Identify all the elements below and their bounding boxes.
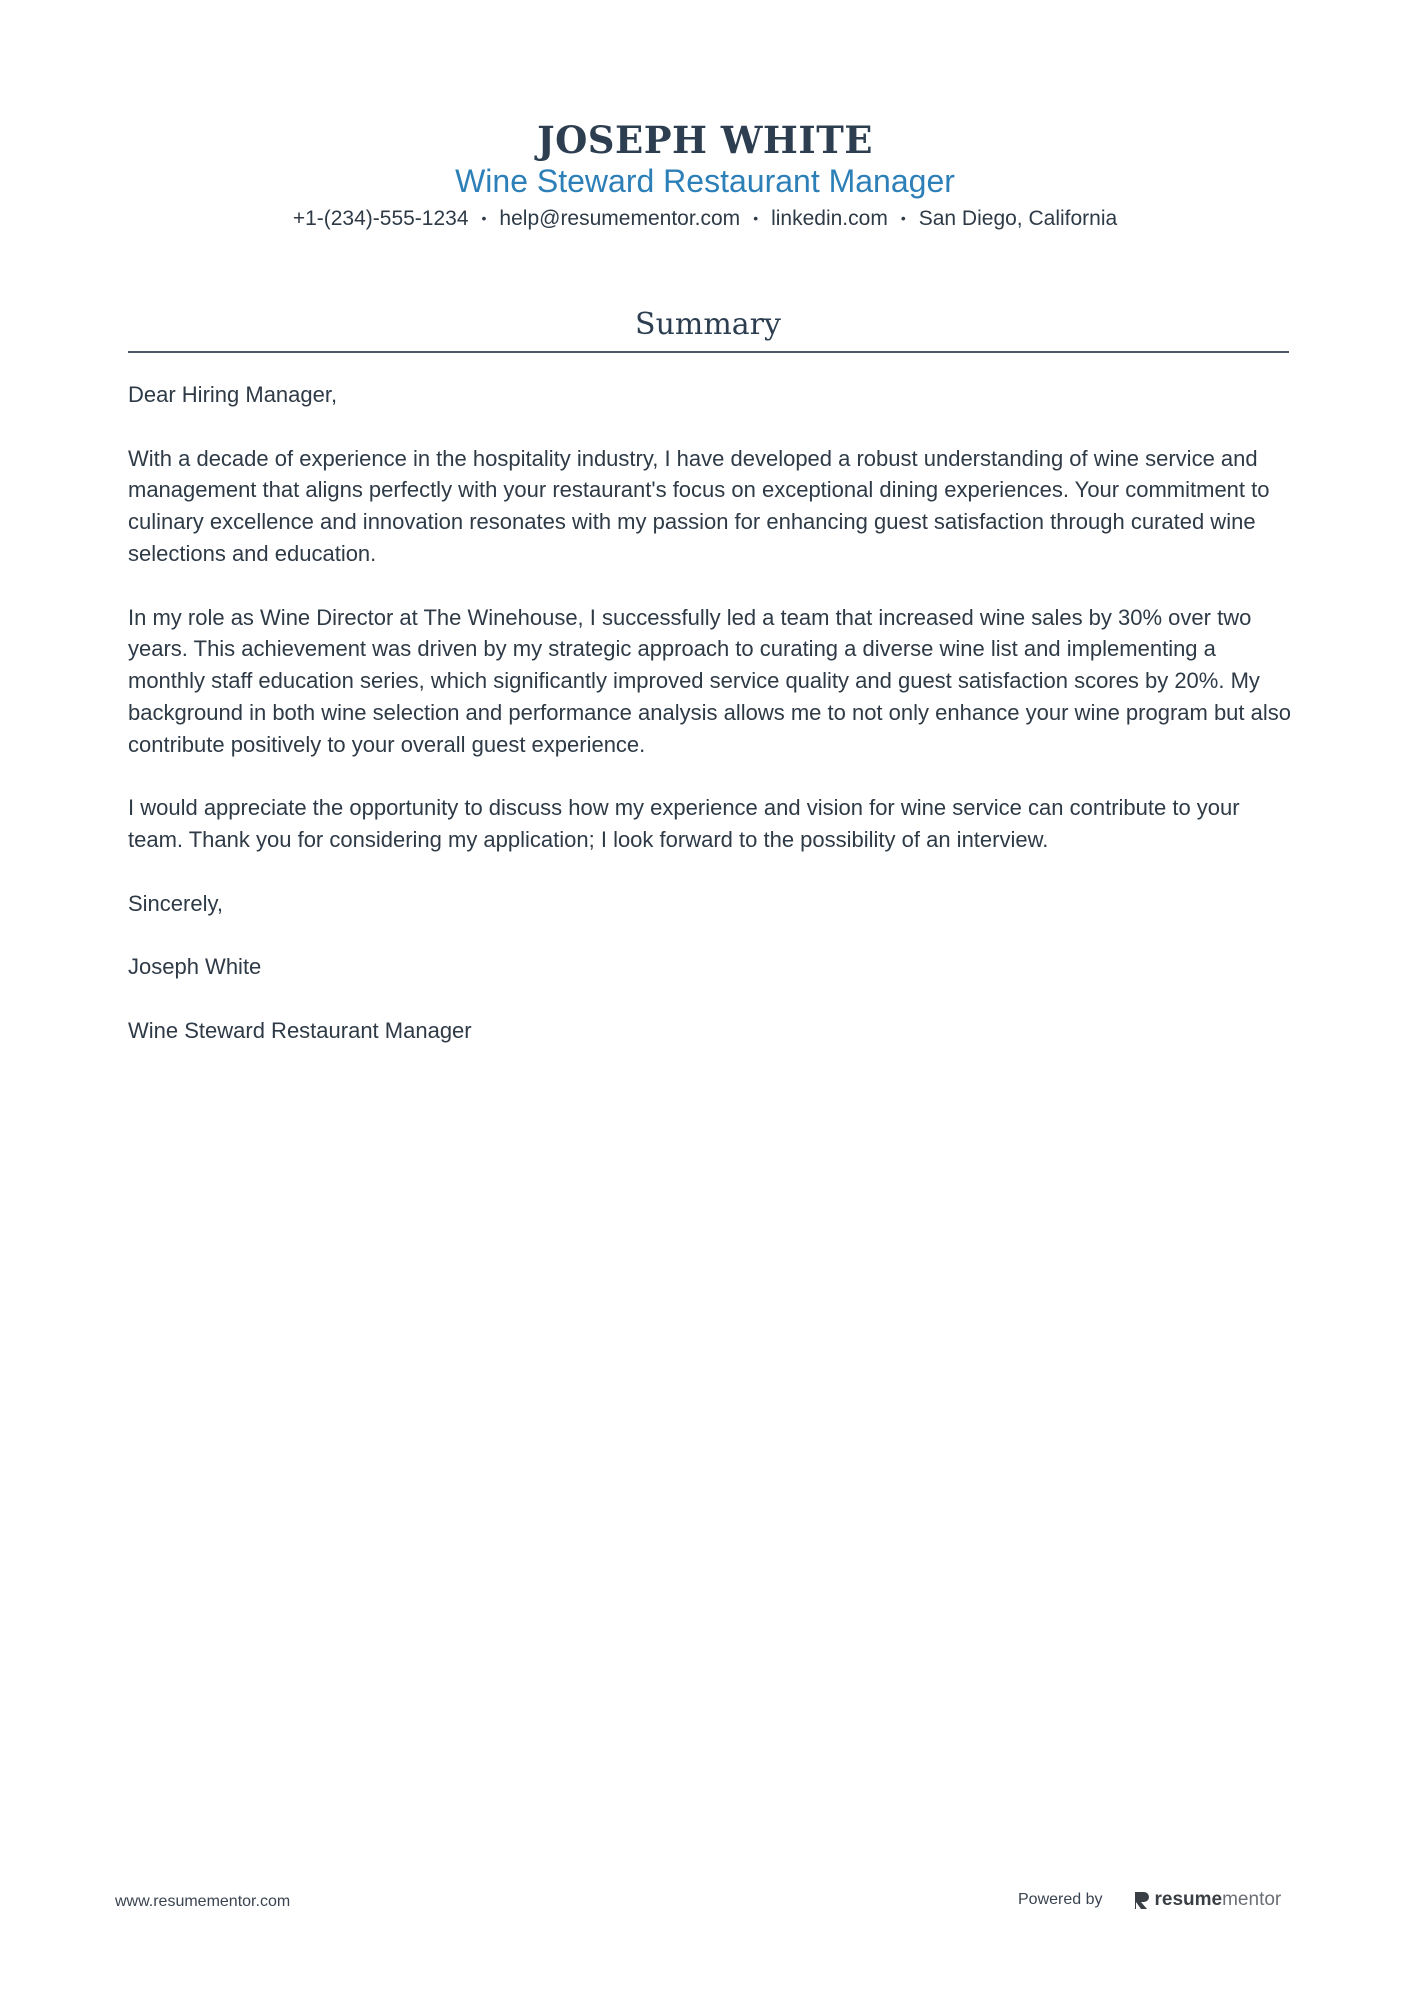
signature-title: Wine Steward Restaurant Manager (128, 1017, 472, 1043)
letter-body (128, 379, 1293, 1079)
powered-by-label: Powered by (1018, 1891, 1103, 1908)
letter-paragraph: I would appreciate the opportunity to discuss how my experience and vision for wine service can contribute to your team. Thank you for considering my application; I look forward to the possibility of an interview. (128, 795, 1240, 853)
section-title-summary: Summary (635, 307, 781, 342)
logo-text-light: mentor (1222, 1889, 1282, 1910)
contact-separator: • (753, 210, 759, 226)
contact-linkedin[interactable]: linkedin.com (771, 207, 888, 230)
letter-paragraph: With a decade of experience in the hospitality industry, I have developed a robust understanding of wine service and management that aligns perfectly with your restaurant's focus on exceptional dining experiences. Your commitment to culinary excellence and innovation resonates with my passion for enhancing guest satisfaction through curated wine selections and education. (128, 445, 1270, 566)
contact-location: San Diego, California (918, 207, 1118, 230)
signature-name: Joseph White (128, 954, 262, 980)
contact-separator: • (481, 210, 487, 226)
resume-header (0, 118, 1410, 233)
footer-website[interactable]: www.resumementor.com (115, 1893, 291, 1910)
resumementor-logo[interactable] (1133, 1889, 1282, 1911)
resumementor-logo-icon (1133, 1890, 1151, 1910)
contact-separator: • (900, 210, 906, 226)
contact-line (0, 206, 1410, 233)
logo-text-bold: resume (1154, 1889, 1223, 1910)
section-divider (128, 351, 1289, 353)
letter-closing: Sincerely, (128, 890, 223, 916)
candidate-name: JOSEPH WHITE (537, 118, 873, 162)
candidate-role: Wine Steward Restaurant Manager (455, 163, 955, 199)
footer-branding (1018, 1889, 1281, 1911)
contact-phone: +1-(234)-555-1234 (292, 207, 469, 230)
letter-greeting: Dear Hiring Manager, (128, 382, 338, 407)
contact-email[interactable]: help@resumementor.com (499, 207, 741, 230)
letter-paragraph: In my role as Wine Director at The Winehouse, I successfully led a team that increased wine sales by 30% over two years. This achievement was driven by my strategic approach to curating a diverse wine list and implementing a monthly staff education series, which significantly improved service quality and guest satisfaction scores by 20%. My background in both wine selection and performance analysis allows me to not only enhance your wine program but also contribute positively to your overall guest experience. (128, 604, 1292, 757)
